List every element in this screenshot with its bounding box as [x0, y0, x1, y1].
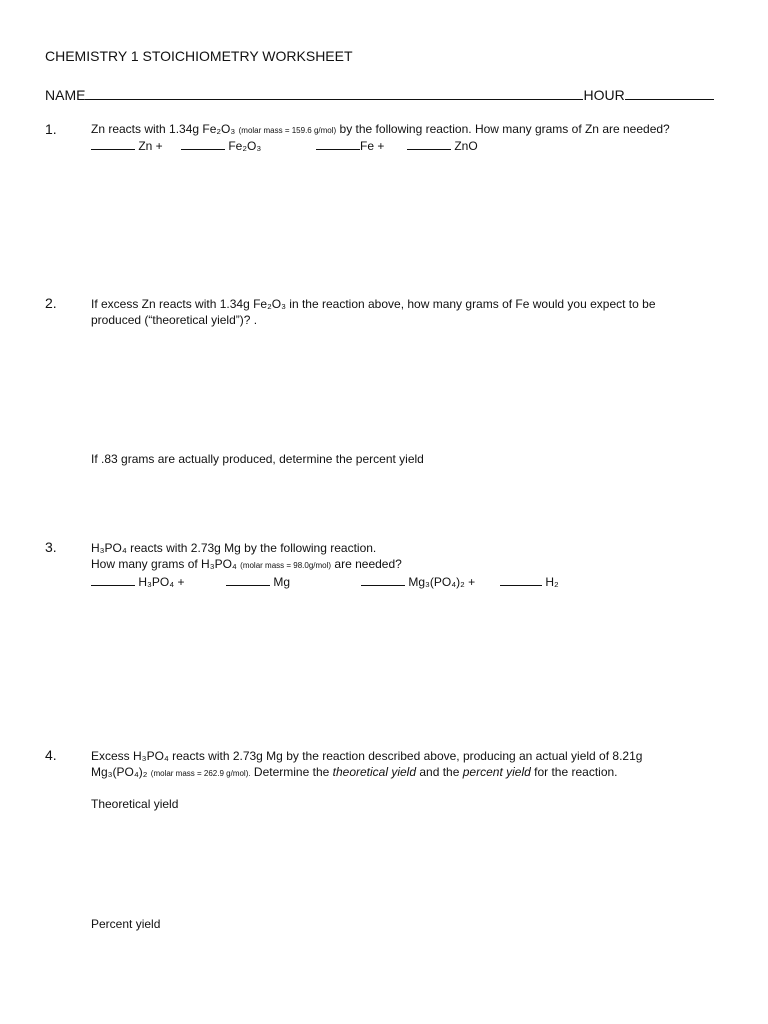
question-4-molar-mass-note: (molar mass = 262.9 g/mol). — [150, 769, 251, 778]
coefficient-blank[interactable] — [181, 137, 225, 150]
equation-term: H₂ — [545, 575, 559, 589]
theoretical-yield-emphasis: theoretical yield — [332, 765, 417, 779]
coefficient-blank[interactable] — [407, 137, 451, 150]
question-4-line-2-a: Mg₃(PO₄)₂ — [91, 765, 151, 779]
question-1-molar-mass-note: (molar mass = 159.6 g/mol) — [238, 126, 337, 135]
question-4-line-2-c: and the — [416, 765, 463, 779]
question-3-molar-mass-note: (molar mass = 98.0g/mol) — [240, 561, 332, 570]
question-1-number: 1. — [45, 121, 57, 137]
coefficient-blank[interactable] — [316, 137, 360, 150]
name-blank[interactable] — [85, 83, 583, 100]
question-4-line-2-d: for the reaction. — [530, 765, 618, 779]
coefficient-blank[interactable] — [91, 573, 135, 586]
question-2-number: 2. — [45, 295, 57, 311]
equation-term: Mg₃(PO₄)₂ + — [408, 575, 476, 589]
percent-yield-emphasis: percent yield — [462, 765, 531, 779]
coefficient-blank[interactable] — [500, 573, 542, 586]
hour-blank[interactable] — [625, 83, 714, 100]
question-1-text-b: by the following reaction. How many grams of Zn are needed? — [336, 122, 670, 136]
question-4-line-1: Excess H₃PO₄ reacts with 2.73g Mg by the reaction described above, producing an actual yield of 8.21g — [91, 749, 643, 763]
coefficient-blank[interactable] — [361, 573, 405, 586]
question-3-equation — [91, 573, 711, 589]
question-3-line-2-b: are needed? — [331, 557, 402, 571]
question-1-text-a: Zn reacts with 1.34g Fe₂O₃ — [91, 122, 239, 136]
equation-term: Fe₂O₃ — [228, 139, 262, 153]
name-hour-row — [45, 83, 714, 103]
question-2-follow-up: If .83 grams are actually produced, determine the percent yield — [91, 452, 424, 466]
percent-yield-label: Percent yield — [91, 917, 161, 931]
coefficient-blank[interactable] — [226, 573, 270, 586]
worksheet-title: CHEMISTRY 1 STOICHIOMETRY WORKSHEET — [45, 48, 353, 64]
question-3-line-2-a: How many grams of H₃PO₄ — [91, 557, 241, 571]
theoretical-yield-label: Theoretical yield — [91, 797, 179, 811]
question-1-equation — [91, 137, 711, 153]
name-label: NAME — [45, 87, 86, 103]
hour-label: HOUR — [583, 87, 625, 103]
question-4-line-2-b: Determine the — [250, 765, 333, 779]
question-3-line-2 — [91, 556, 402, 574]
equation-term: Fe + — [360, 139, 385, 153]
question-4-line-2 — [91, 764, 618, 782]
question-3-line-1: H₃PO₄ reacts with 2.73g Mg by the following reaction. — [91, 541, 377, 555]
equation-term: Zn + — [138, 139, 163, 153]
question-2-line-1: If excess Zn reacts with 1.34g Fe₂O₃ in the reaction above, how many grams of Fe would you expect to be — [91, 297, 656, 311]
coefficient-blank[interactable] — [91, 137, 135, 150]
equation-term: Mg — [273, 575, 291, 589]
question-2-line-2: produced (“theoretical yield”)? . — [91, 313, 258, 327]
question-4-number: 4. — [45, 747, 57, 763]
question-3-number: 3. — [45, 539, 57, 555]
equation-term: H₃PO₄ + — [138, 575, 185, 589]
equation-term: ZnO — [454, 139, 478, 153]
